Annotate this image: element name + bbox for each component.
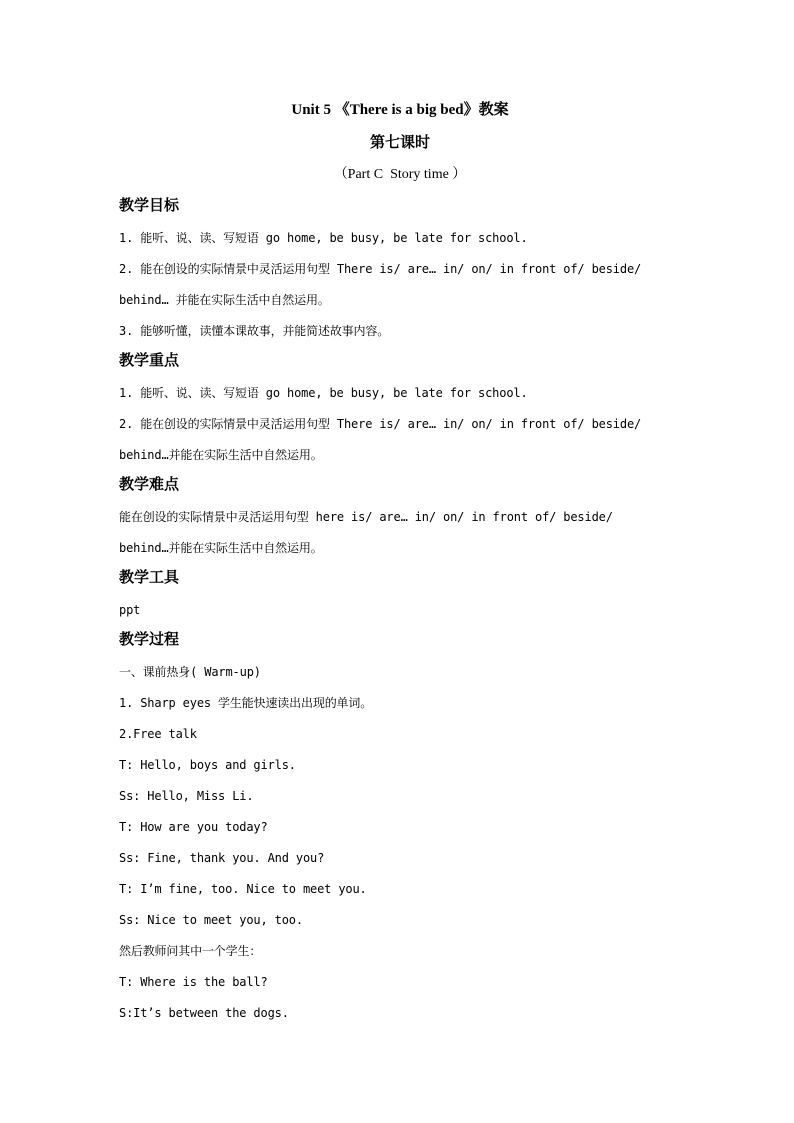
section-heading: 教学工具 [119, 568, 180, 586]
body-line: 1. 能听、说、读、写短语 go home, be busy, be late for school. [119, 231, 528, 245]
body-line: 1. 能听、说、读、写短语 go home, be busy, be late for school. [119, 386, 528, 400]
section-teaching-tools [119, 564, 679, 626]
section-heading: 教学过程 [119, 630, 180, 648]
dialogue-line: S:It’s between the dogs. [119, 1006, 289, 1020]
body-line: behind… 并能在实际生活中自然运用。 [119, 293, 330, 307]
section-heading: 教学重点 [119, 351, 180, 369]
body-line: behind…并能在实际生活中自然运用。 [119, 541, 323, 555]
dialogue-line: T: Where is the ball? [119, 975, 268, 989]
dialogue-line: T: How are you today? [119, 820, 268, 834]
body-line: 1. Sharp eyes 学生能快速读出出现的单词。 [119, 696, 373, 710]
body-line: 一、课前热身( Warm-up) [119, 665, 261, 679]
document-body [119, 192, 679, 1029]
body-line: 2.Free talk [119, 727, 197, 741]
body-line: 2. 能在创设的实际情景中灵活运用句型 There is/ are… in/ on/ in front of/ beside/ [119, 417, 642, 431]
dialogue-line: Ss: Fine, thank you. And you? [119, 851, 325, 865]
section-key-points [119, 347, 679, 471]
lesson-part: （Part C Story time ） [333, 167, 467, 182]
section-heading: 教学难点 [119, 475, 180, 493]
document-title: Unit 5 《There is a big bed》教案 [291, 102, 509, 118]
body-line: behind…并能在实际生活中自然运用。 [119, 448, 323, 462]
dialogue-line: T: I’m fine, too. Nice to meet you. [119, 882, 367, 896]
section-teaching-goals [119, 192, 679, 347]
body-line: 2. 能在创设的实际情景中灵活运用句型 There is/ are… in/ on/ in front of/ beside/ [119, 262, 642, 276]
body-line: 然后教师问其中一个学生： [119, 944, 262, 958]
section-difficulties [119, 471, 679, 564]
dialogue-line: Ss: Hello, Miss Li. [119, 789, 254, 803]
dialogue-line: T: Hello, boys and girls. [119, 758, 296, 772]
dialogue-line: Ss: Nice to meet you, too. [119, 913, 303, 927]
body-line: 能在创设的实际情景中灵活运用句型 here is/ are… in/ on/ in front of/ beside/ [119, 510, 613, 524]
section-teaching-process [119, 626, 679, 1029]
body-line: ppt [119, 603, 141, 617]
section-heading: 教学目标 [119, 196, 180, 214]
body-line: 3. 能够听懂，读懂本课故事，并能简述故事内容。 [119, 324, 390, 338]
lesson-number: 第七课时 [369, 133, 430, 151]
